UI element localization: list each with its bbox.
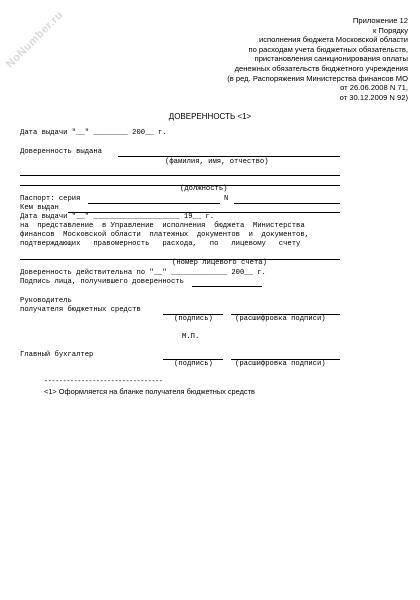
account-caption: (номер лицевого счета) (172, 259, 267, 267)
issued-by-label: Кем выдан (20, 204, 59, 212)
issue-date-line: Дата выдачи "__" ________ 200__ г. (20, 129, 167, 137)
footnote: <1> Оформляется на бланке получателя бюджетных средств (44, 387, 255, 396)
header-line: к Порядку (373, 25, 408, 35)
appendix-header (148, 16, 408, 102)
blank-line[interactable] (20, 175, 340, 176)
number-sign: N (224, 195, 229, 203)
sign-caption: (подпись) (174, 315, 213, 323)
passport-series-field[interactable] (88, 203, 220, 204)
document-title: ДОВЕРЕННОСТЬ <1> (168, 112, 252, 121)
signature-of-label: Подпись лица, получившего доверенность (20, 278, 184, 286)
sign-caption: (подпись) (174, 360, 213, 368)
head-label: Руководитель (20, 297, 72, 305)
position-caption: (должность) (180, 185, 228, 193)
header-line: по расходам учета бюджетных обязательств, (248, 44, 408, 54)
issued-to-label: Доверенность выдана (20, 148, 102, 156)
stamp-place: М.П. (182, 333, 200, 341)
valid-until-line: Доверенность действительна по "__" _____________ 200__ г. (20, 269, 266, 277)
recipient-signature-field[interactable] (192, 286, 262, 287)
paragraph-line: подтверждающих правомерность расхода, по лицевому счету (20, 240, 301, 248)
decode-caption: (расшифровка подписи) (235, 315, 326, 323)
decode-caption: (расшифровка подписи) (235, 360, 326, 368)
header-line: пристановления санкционирования оплаты (254, 54, 408, 64)
header-line: исполнения бюджета Московской области (259, 35, 408, 45)
passport-date-line: Дата выдачи "__" ____________________ 19__ г. (20, 213, 215, 221)
watermark: NoNumber.ru (4, 8, 66, 71)
header-line: Приложение 12 (352, 16, 408, 25)
header-line: от 26.06.2008 N 71, (340, 83, 408, 93)
passport-number-field[interactable] (234, 203, 340, 204)
footnote-separator: -------------------------------- (44, 378, 163, 386)
paragraph-line: финансов Московской области платежных документов и документов, (20, 231, 309, 239)
header-line: от 30.12.2009 N 92) (339, 92, 408, 102)
recipient-label: получателя бюджетных средств (20, 306, 141, 314)
paragraph-line: на представление в Управление исполнения бюджета Министерства (20, 222, 305, 230)
issued-to-field[interactable] (118, 156, 340, 157)
fio-caption: (фамилия, имя, отчество) (165, 158, 269, 166)
chief-accountant-label: Главный бухгалтер (20, 351, 94, 359)
passport-label: Паспорт: серия (20, 195, 81, 203)
position-field[interactable] (20, 185, 340, 186)
header-line: (в ред. Распоряжения Министерства финансов МО (227, 73, 408, 83)
header-line: денежных обязательств бюджетного учреждения (234, 63, 408, 73)
